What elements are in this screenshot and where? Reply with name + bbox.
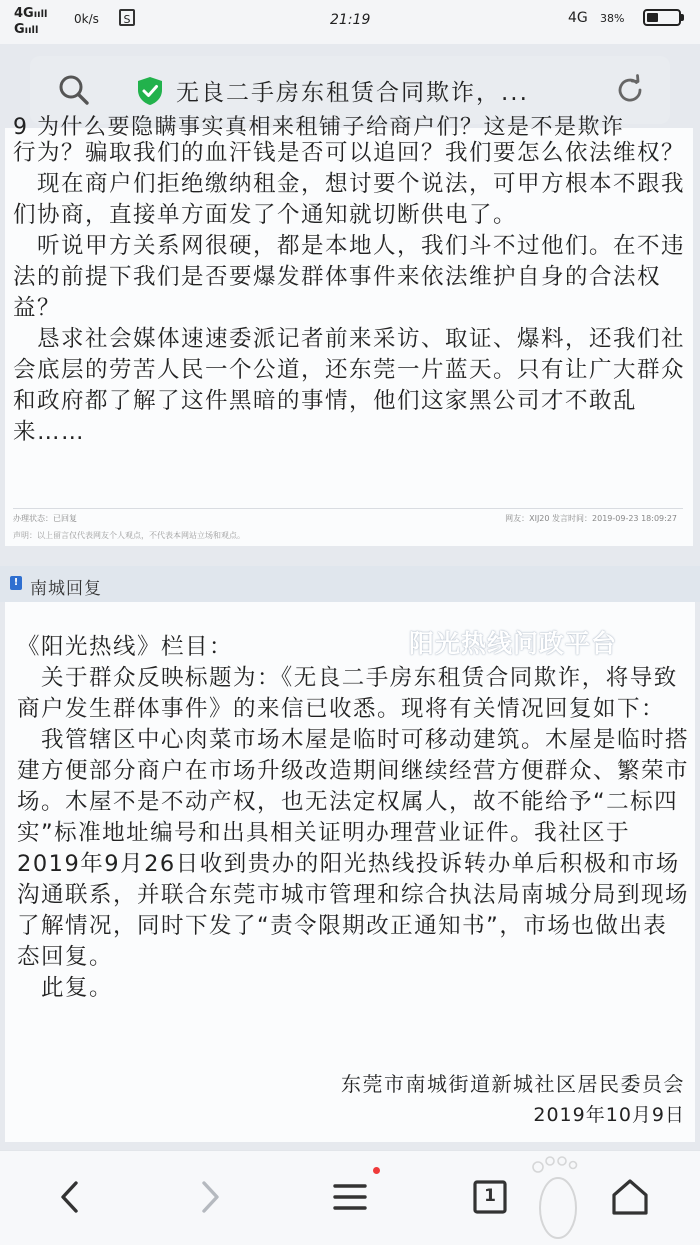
green-shield-check-icon (136, 76, 164, 106)
complaint-paragraph: 行为？骗取我们的血汗钱是否可以追回？我们要怎么依法维权？ (13, 140, 686, 166)
clock: 21:19 (330, 12, 371, 28)
reply-title: 南城回复 (30, 579, 102, 599)
bottom-navigation (0, 1150, 700, 1245)
sim-badge-icon: S (119, 9, 135, 26)
tabs-button[interactable] (466, 1173, 514, 1221)
reply-date: 2019年10月9日 (533, 1104, 685, 1126)
battery-percent: 38% (600, 12, 625, 25)
reply-card (5, 602, 695, 1142)
reply-header (0, 566, 700, 602)
reply-paragraph: 《阳光热线》栏目： (17, 634, 234, 660)
footprint-decoration-icon (520, 1153, 590, 1243)
complaint-paragraph: 听说甲方关系网很硬，都是本地人，我们斗不过他们。在不违法的前提下我们是否要爆发群体事件来依法维护自身的合法权益？ (13, 233, 686, 321)
complaint-meta (13, 508, 683, 524)
notification-dot (373, 1167, 380, 1174)
complaint-body (13, 138, 685, 448)
hamburger-menu-icon[interactable] (326, 1173, 374, 1221)
address-bar[interactable] (30, 56, 670, 124)
chevron-left-icon[interactable] (46, 1173, 94, 1221)
battery-fill (647, 13, 658, 22)
reply-body (17, 632, 689, 1004)
reply-info-icon: ! (10, 576, 22, 590)
page-title[interactable]: 无良二手房东租赁合同欺诈，... (176, 80, 529, 106)
search-icon[interactable] (58, 74, 90, 106)
battery-icon (643, 9, 681, 26)
reload-icon[interactable] (614, 74, 646, 106)
battery-nub (681, 14, 684, 21)
network-type-label: 4G (14, 6, 34, 21)
status-label: 办理状态：已回复 (13, 514, 77, 523)
network-type-right: 4G (568, 10, 588, 26)
complaint-paragraph: 现在商户们拒绝缴纳租金，想讨要个说法，可甲方根本不跟我们协商，直接单方面发了个通知就切断供电了。 (13, 171, 686, 228)
complaint-paragraph: 恳求社会媒体速速委派记者前来采访、取证、爆料，还我们社会底层的劳苦人民一个公道，还东莞一片蓝天。只有让广大群众和政府都了解了这件黑暗的事情，他们这家黑公司才不敢乱来…… (13, 326, 686, 445)
network-speed: 0k/s (74, 12, 99, 26)
network-indicator (14, 6, 47, 38)
complaint-card (5, 115, 693, 546)
disclaimer: 声明：以上留言仅代表网友个人观点，不代表本网站立场和观点。 (13, 531, 245, 540)
chevron-right-icon[interactable] (186, 1173, 234, 1221)
reply-paragraph: 我管辖区中心肉菜市场木屋是临时可移动建筑。木屋是临时搭建方便部分商户在市场升级改造期间继续经营方便群众、繁荣市场。木屋不是不动产权，也无法定权属人，故不能给予“二标四实”标准地址编号和出具相关证明办理营业证件。我社区于2019年9月26日收到贵办的阳光热线投诉转办单后积极和市场沟通联系，并联合东莞市城市管理和综合执法局南城分局到现场了解情况，同时下发了“责令限期改正通知书”，市场也做出表态回复。 (17, 727, 690, 970)
reply-paragraph: 关于群众反映标题为：《无良二手房东租赁合同欺诈，将导致商户发生群体事件》的来信已收悉。现将有关情况回复如下： (17, 665, 678, 722)
reply-signature: 东莞市南城街道新城社区居民委员会 (341, 1072, 685, 1096)
network-type-label-2: G (14, 22, 25, 37)
signal-bars-icon: ııll (33, 9, 48, 20)
status-bar (0, 0, 700, 44)
home-icon[interactable] (606, 1173, 654, 1221)
tabs-count: 1 (484, 1186, 496, 1206)
author-time: 网友：XIJ20 发言时间：2019-09-23 18:09:27 (505, 514, 677, 523)
watermark: 阳光热线问政平台 (409, 629, 618, 658)
signal-bars-icon-2: ııll (24, 25, 39, 36)
truncated-line: 9 为什么要隐瞒事实真相来租铺子给商户们？这是不是欺诈 (13, 115, 625, 140)
reply-paragraph: 此复。 (17, 975, 114, 1001)
